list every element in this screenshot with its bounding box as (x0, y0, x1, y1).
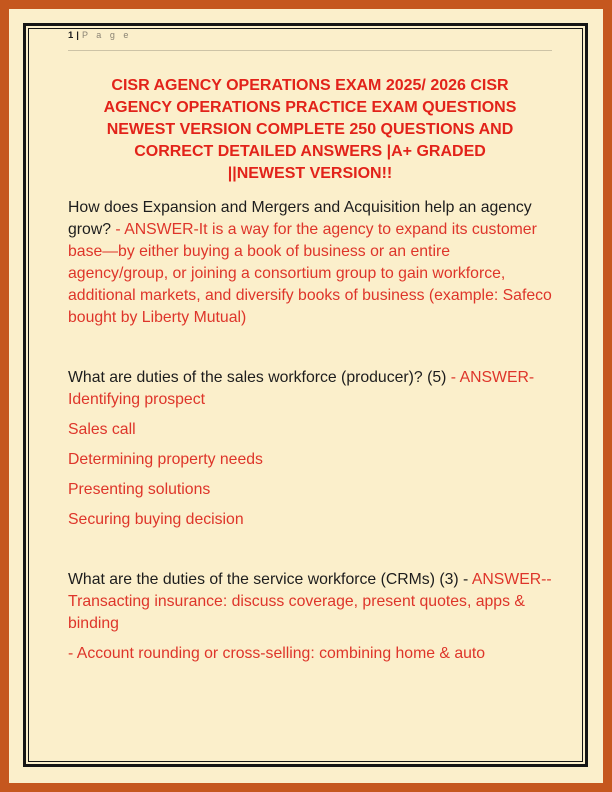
title-line-2: AGENCY OPERATIONS PRACTICE EXAM QUESTIONS (103, 99, 517, 116)
blank-line (68, 539, 552, 561)
qa-paragraph-1 (68, 197, 552, 329)
answer-text: - ANSWER-Identifying prospect (68, 369, 535, 408)
title-line-5: ||NEWEST VERSION!! (227, 165, 393, 182)
title-line-4: CORRECT DETAILED ANSWERS |A+ GRADED (134, 143, 486, 160)
answer-line-2: Determining property needs (68, 451, 263, 468)
qa-paragraph-2 (68, 367, 552, 411)
answer-text: - ANSWER-It is a way for the agency to expand its customer base—by either buying a book of business or an entire agency/group, or joining a consortium group to gain workforce, additional markets, and diversify books of business (example: Safeco bought by Liberty Mutual) (68, 221, 552, 326)
page-number: 1 (68, 30, 74, 41)
blank-line (68, 337, 552, 359)
answer-line-4: Securing buying decision (68, 511, 244, 528)
page-header (68, 30, 552, 51)
answer-line-3: Presenting solutions (68, 481, 211, 498)
question-text: How does Expansion and Mergers and Acquisition help an agency grow? (68, 199, 532, 238)
answer-text: ANSWER-- Transacting insurance: discuss coverage, present quotes, apps & binding (68, 571, 552, 632)
document-title (68, 75, 552, 185)
page-label: P a g e (81, 30, 132, 40)
content-column (68, 30, 552, 673)
question-text: What are the duties of the service workforce (CRMs) (3) - (68, 571, 472, 588)
question-text: What are duties of the sales workforce (producer)? (5) (68, 369, 451, 386)
header-separator: | (76, 30, 79, 41)
answer-line-5: - Account rounding or cross-selling: combining home & auto (68, 645, 486, 662)
title-line-1: CISR AGENCY OPERATIONS EXAM 2025/ 2026 CISR (111, 77, 509, 94)
title-line-3: NEWEST VERSION COMPLETE 250 QUESTIONS AND (106, 121, 514, 138)
qa-paragraph-3 (68, 569, 552, 635)
answer-line-1: Sales call (68, 421, 136, 438)
